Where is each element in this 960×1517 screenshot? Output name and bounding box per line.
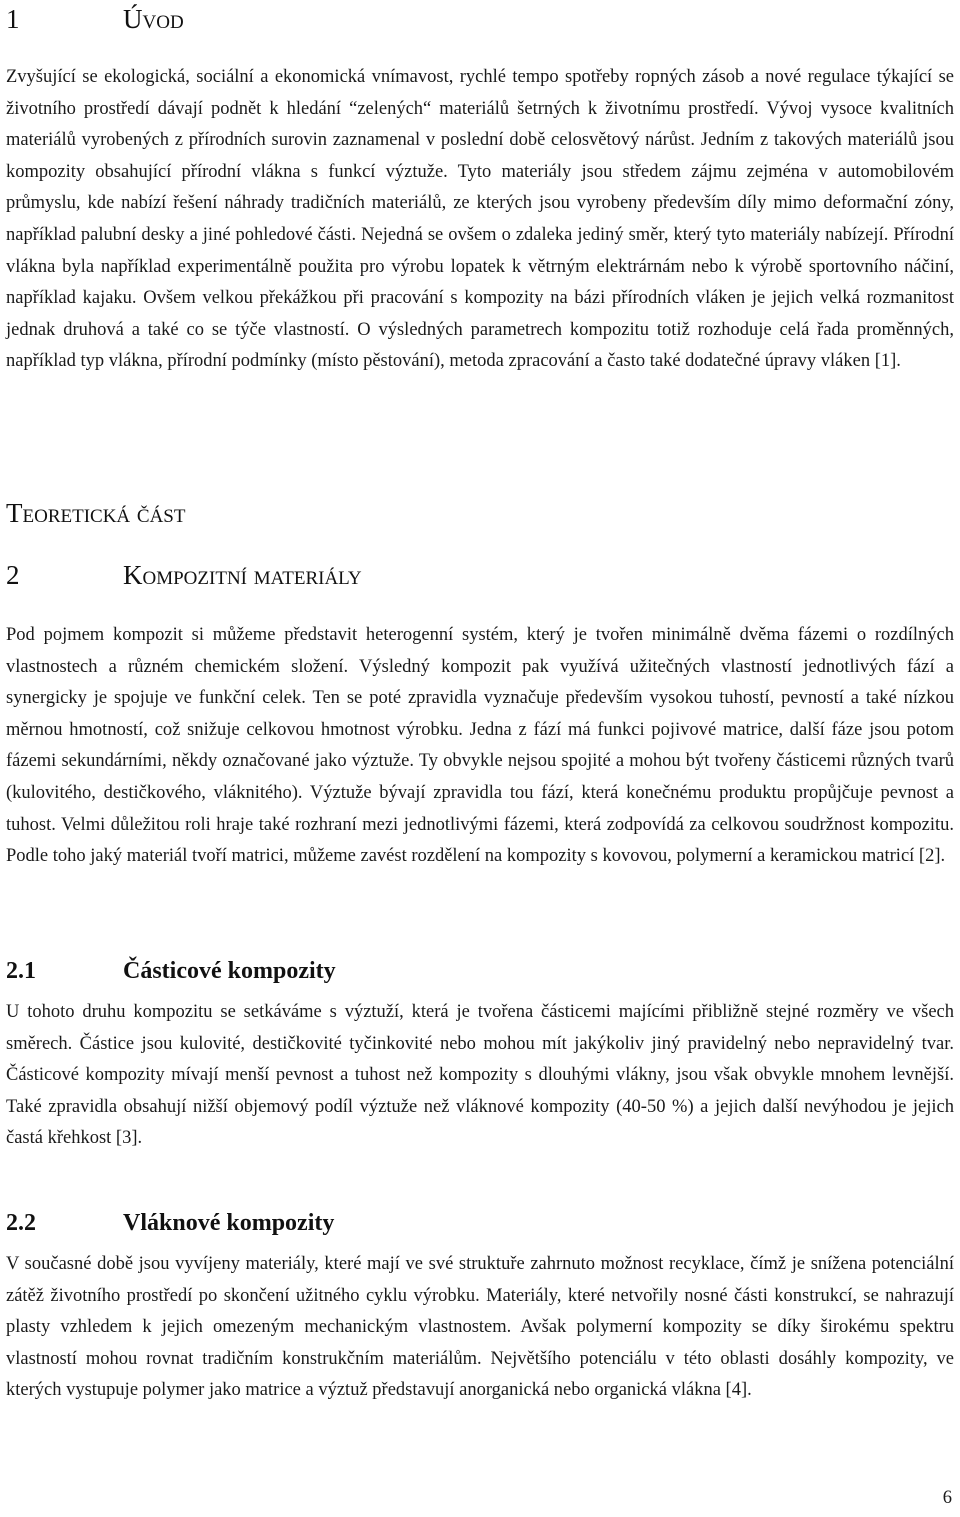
section-2-2-number: 2.2 xyxy=(6,1210,36,1236)
chapter-2-number: 2 xyxy=(6,560,20,590)
section-2-2-title: Vláknové kompozity xyxy=(123,1210,335,1236)
section-2-1-paragraph: U tohoto druhu kompozitu se setkáváme s výztuží, která je tvořena částicemi majícími přibližně stejné rozměry ve všech směrech. Částice jsou kulovité, destičkovité tyčinkovité nebo mohou mít jakýkoliv jiný pravidelný nebo nepravidelný tvar. Částicové kompozity mívají menší pevnost a tuhost než kompozity s dlouhými vlákny, jsou však obvykle mnohem levnější. Také zpravidla obsahují nižší objemový podíl výztuže než vláknové kompozity (40-50 %) a jejich další nevýhodou je jejich častá křehkost [3]. xyxy=(6,1002,954,1149)
part-title: Teoretická část xyxy=(6,498,186,528)
chapter-2-paragraph: Pod pojmem kompozit si můžeme představit heterogenní systém, který je tvořen minimálně dvěma fázemi o rozdílných vlastnostech a různém chemickém složení. Výsledný kompozit pak využívá užitečných vlastností jednotlivých fází a synergicky je spojuje ve funkční celek. Ten se poté zpravidla vyznačuje především vysokou tuhostí, pevností a také nízkou měrnou hmotností, což snižuje celkovou hmotnost výrobku. Jedna z fází má funkci pojivové matrice, další fáze jsou potom fázemi sekundárními, někdy označované jako výztuže. Ty obvykle nejsou spojité a mohou být tvořeny částicemi různých tvarů (kulovitého, destičkového, vláknitého). Výztuže bývají zpravidla tou fází, která konečnému produktu propůjčuje pevnost a tuhost. Velmi důležitou roli hraje také rozhraní mezi jednotlivými fázemi, která zodpovídá za celkovou soudržnost kompozitu. Podle toho jaký materiál tvoří matrici, můžeme zavést rozdělení na kompozity s kovovou, polymerní a keramickou matricí [2]. xyxy=(6,625,954,867)
section-2-2-heading xyxy=(6,1210,334,1237)
part-heading xyxy=(6,498,185,529)
chapter-1-paragraph: Zvyšující se ekologická, sociální a ekonomická vnímavost, rychlé tempo spotřeby ropných zásob a nové regulace týkající se životního prostředí dávají podnět k hledání “zelených“ materiálů šetrných k životnímu prostředí. Vývoj vysoce kvalitních materiálů vyrobených z přírodních surovin zaznamenal v poslední době celosvětový nárůst. Jedním z takových materiálů jsou kompozity obsahující přírodní vlákna s funkcí výztuže. Tyto materiály jsou středem zájmu zejména v automobilovém průmyslu, kde nabízí řešení náhrady tradičních materiálů, ze kterých jsou vyrobeny především díly mimo deformační zóny, například palubní desky a jiné pohledové části. Nejedná se ovšem o zdaleka jediný směr, který tyto materiály nabízejí. Přírodní vlákna byla například experimentálně použita pro výrobu lopatek k větrným elektrárnám nebo k výrobě sportovního náčiní, například kajaku. Ovšem velkou překážkou při pracování s kompozity na bázi přírodních vláken je jejich velká rozmanitost jednak druhová a také co se týče vlastností. O výsledných parametrech kompozitu totiž rozhoduje celá řada proměnných, například typ vlákna, přírodní podmínky (místo pěstování), metoda zpracování a často také dodatečné úpravy vláken [1]. xyxy=(6,67,954,372)
chapter-2-heading xyxy=(6,560,362,591)
chapter-1-heading xyxy=(6,4,184,35)
chapter-2-title: Kompozitní materiály xyxy=(123,560,362,590)
page-number: 6 xyxy=(942,1488,952,1508)
section-2-1-title: Částicové kompozity xyxy=(123,958,336,984)
section-2-1-heading xyxy=(6,958,336,985)
section-2-2-paragraph: V současné době jsou vyvíjeny materiály, které mají ve své struktuře zahrnuto možnost recyklace, čímž je snížena potenciální zátěž životního prostředí po skončení užitného cyklu výrobku. Materiály, které netvořily nosné části konstrukcí, se nahrazují plasty vzhledem k jejich omezeným mechanickým vlastnostem. Avšak polymerní kompozity se díky širokému spektru vlastností mohou rovnat tradičním konstrukčním materiálům. Největšího potenciálu v této oblasti dosáhly kompozity, ve kterých vystupuje polymer jako matrice a výztuž představují anorganická nebo organická vlákna [4]. xyxy=(6,1254,954,1401)
section-2-1-number: 2.1 xyxy=(6,958,36,984)
chapter-1-title: Úvod xyxy=(123,4,184,34)
chapter-1-number: 1 xyxy=(6,4,20,34)
